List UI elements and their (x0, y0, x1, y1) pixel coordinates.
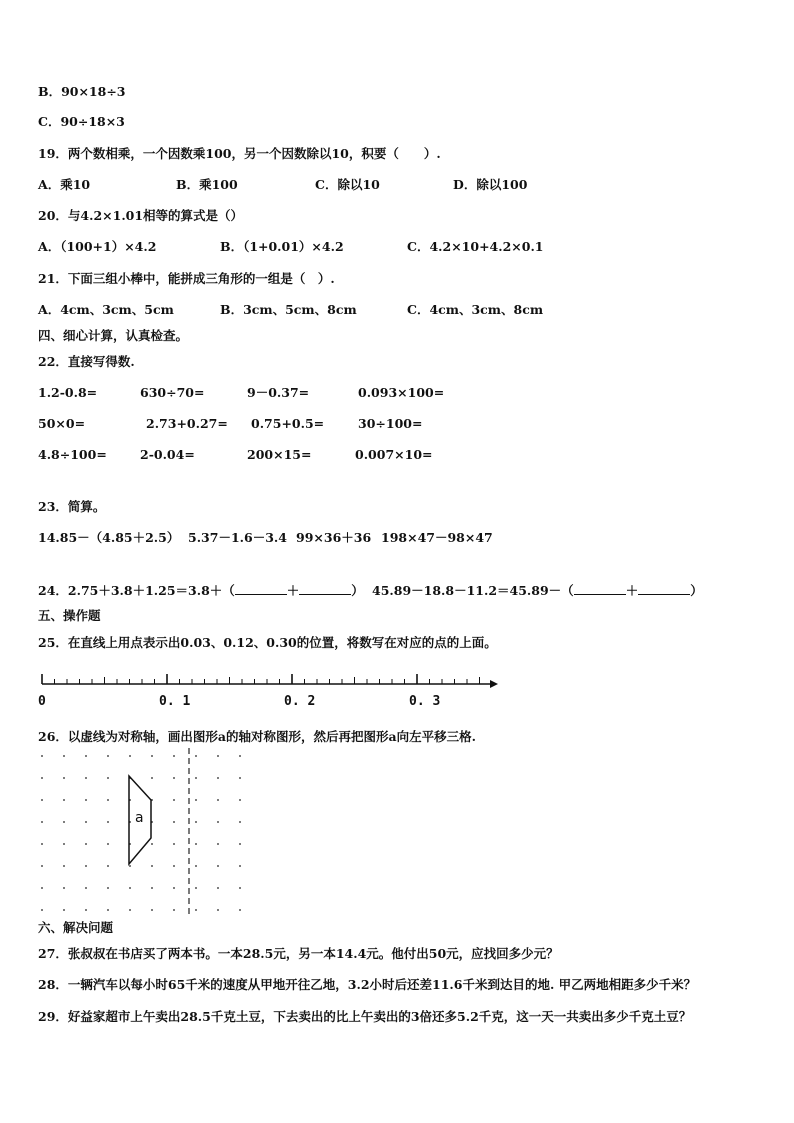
grid-dot (239, 865, 241, 867)
grid-dot (41, 909, 43, 911)
number-line-label-0: 0 (38, 694, 46, 709)
q20-question: 20．与4.2×1.01相等的算式是（） (38, 208, 244, 223)
grid-dot (41, 865, 43, 867)
grid-dot (239, 799, 241, 801)
grid-dot (151, 843, 153, 845)
q24-left-close: ） (351, 583, 364, 598)
grid-dot (41, 843, 43, 845)
section-heading-6: 六、解决问题 (38, 920, 114, 935)
grid-dot (63, 843, 65, 845)
grid-dot (41, 755, 43, 757)
grid-dot (173, 909, 175, 911)
grid-dot (195, 821, 197, 823)
grid-dot (195, 755, 197, 757)
q22-item: 630÷70= (140, 385, 205, 400)
grid-dot (63, 887, 65, 889)
q28-question: 28．一辆汽车以每小时65千米的速度从甲地开往乙地，3.2小时后还差11.6千米到达目的地. 甲乙两地相距多少千米？ (38, 977, 697, 992)
grid-dot (85, 887, 87, 889)
q23-item: 99×36＋36 (296, 530, 372, 545)
grid-dot (239, 821, 241, 823)
grid-dot (85, 799, 87, 801)
number-line-arrow (490, 680, 498, 688)
q19-option-b: B．乘100 (176, 177, 238, 192)
grid-dot (63, 777, 65, 779)
dot-grid-svg (38, 748, 278, 918)
grid-dot (239, 909, 241, 911)
section-heading-5: 五、操作题 (38, 608, 101, 623)
grid-dot (173, 843, 175, 845)
grid-dot (195, 865, 197, 867)
grid-dot (63, 865, 65, 867)
q22-item: 1.2-0.8= (38, 385, 98, 400)
q22-item: 2-0.04= (140, 447, 195, 462)
number-line-label-0-2: 0. 2 (284, 694, 316, 709)
q21-question: 21．下面三组小棒中，能拼成三角形的一组是（ ）. (38, 271, 335, 286)
grid-dot (151, 755, 153, 757)
q23-item: 5.37－1.6－3.4 (188, 530, 287, 545)
grid-dot (107, 799, 109, 801)
grid-dot (239, 843, 241, 845)
grid-dot (107, 865, 109, 867)
grid-dot (85, 777, 87, 779)
grid-dot (151, 777, 153, 779)
grid-dot (239, 887, 241, 889)
grid-dot (151, 909, 153, 911)
grid-dot (41, 887, 43, 889)
q26-question: 26．以虚线为对称轴，画出图形a的轴对称图形，然后再把图形a向左平移三格. (38, 729, 476, 744)
grid-dot (217, 755, 219, 757)
q20-option-b: B．（1+0.01）×4.2 (220, 239, 344, 254)
grid-dot (217, 887, 219, 889)
q21-option-c: C．4cm、3cm、8cm (407, 302, 544, 317)
shape-a-label: a (135, 810, 144, 826)
q23-item: 198×47－98×47 (381, 530, 493, 545)
q21-option-a: A．4cm、3cm、5cm (38, 302, 174, 317)
grid-dot (41, 821, 43, 823)
grid-dot (63, 821, 65, 823)
section-heading-4: 四、细心计算，认真检查。 (38, 328, 189, 343)
grid-dot (195, 777, 197, 779)
grid-dot (107, 843, 109, 845)
answer-blank[interactable] (638, 582, 690, 595)
grid-dot (41, 799, 43, 801)
q29-question: 29．好益家超市上午卖出28.5千克土豆，下去卖出的比上午卖出的3倍还多5.2千克，这一天一共卖出多少千克土豆？ (38, 1009, 692, 1024)
q18-option-b: B．90×18÷3 (38, 84, 126, 99)
q22-item: 0.75+0.5= (251, 416, 325, 431)
number-line[interactable] (38, 672, 508, 722)
q18-option-c: C．90÷18×3 (38, 114, 125, 129)
grid-dot (41, 777, 43, 779)
grid-dot (107, 755, 109, 757)
q24-right-plus: ＋ (625, 583, 639, 598)
grid-dot (85, 821, 87, 823)
q19-option-d: D．除以100 (453, 177, 528, 192)
grid-dot (63, 799, 65, 801)
q22-item: 200×15= (247, 447, 312, 462)
q22-item: 2.73+0.27= (146, 416, 228, 431)
dot-grid-figure[interactable] (38, 748, 278, 918)
grid-dot (217, 865, 219, 867)
answer-blank[interactable] (299, 582, 351, 595)
q24-right-text-a: 45.89－18.8－11.2＝45.89－（ (372, 583, 574, 598)
q24-right-close: ） (690, 583, 703, 598)
q24-left-plus: ＋ (286, 583, 300, 598)
grid-dot (217, 843, 219, 845)
number-line-svg (38, 672, 508, 694)
grid-dot (195, 909, 197, 911)
q24-right-equation (372, 582, 703, 599)
grid-dots (41, 755, 241, 911)
q22-item: 4.8÷100= (38, 447, 107, 462)
q22-question: 22．直接写得数. (38, 354, 135, 369)
q22-item: 30÷100= (358, 416, 423, 431)
grid-dot (129, 887, 131, 889)
grid-dot (173, 777, 175, 779)
grid-dot (85, 909, 87, 911)
grid-dot (151, 865, 153, 867)
grid-dot (217, 821, 219, 823)
grid-dot (173, 799, 175, 801)
q24-left-text-a: 24．2.75＋3.8＋1.25＝3.8＋（ (38, 583, 235, 598)
grid-dot (107, 909, 109, 911)
grid-dot (63, 909, 65, 911)
grid-dot (195, 887, 197, 889)
q22-item: 50×0= (38, 416, 86, 431)
grid-dot (151, 887, 153, 889)
grid-dot (129, 865, 131, 867)
grid-dot (85, 843, 87, 845)
grid-dot (63, 755, 65, 757)
grid-dot (85, 755, 87, 757)
grid-dot (173, 865, 175, 867)
grid-dot (239, 777, 241, 779)
grid-dot (195, 843, 197, 845)
grid-dot (173, 887, 175, 889)
q19-option-a: A．乘10 (38, 177, 91, 192)
grid-dot (217, 777, 219, 779)
q22-item: 9－0.37= (247, 385, 310, 400)
q24-left-equation (38, 582, 364, 599)
q19-question: 19．两个数相乘，一个因数乘100，另一个因数除以10，积要（ ）. (38, 146, 441, 161)
number-line-ticks (42, 674, 480, 684)
answer-blank[interactable] (574, 582, 626, 595)
grid-dot (107, 777, 109, 779)
q23-question: 23．简算。 (38, 499, 106, 514)
q20-option-a: A．（100+1）×4.2 (38, 239, 157, 254)
grid-dot (129, 755, 131, 757)
q22-item: 0.007×10= (355, 447, 433, 462)
answer-blank[interactable] (235, 582, 287, 595)
grid-dot (107, 821, 109, 823)
grid-dot (239, 755, 241, 757)
grid-dot (129, 909, 131, 911)
number-line-label-0-3: 0. 3 (409, 694, 441, 709)
q19-option-c: C．除以10 (315, 177, 380, 192)
q23-item: 14.85－（4.85＋2.5） (38, 530, 180, 545)
grid-dot (173, 821, 175, 823)
number-line-label-0-1: 0. 1 (159, 694, 191, 709)
grid-dot (195, 799, 197, 801)
grid-dot (217, 799, 219, 801)
q20-option-c: C．4.2×10+4.2×0.1 (407, 239, 544, 254)
grid-dot (107, 887, 109, 889)
q21-option-b: B．3cm、5cm、8cm (220, 302, 357, 317)
q22-item: 0.093×100= (358, 385, 445, 400)
grid-dot (85, 865, 87, 867)
grid-dot (173, 755, 175, 757)
grid-dot (217, 909, 219, 911)
q25-question: 25．在直线上用点表示出0.03、0.12、0.30的位置，将数写在对应的点的上面。 (38, 635, 497, 650)
q27-question: 27．张叔叔在书店买了两本书。一本28.5元，另一本14.4元。他付出50元，应找回多少元？ (38, 946, 559, 961)
